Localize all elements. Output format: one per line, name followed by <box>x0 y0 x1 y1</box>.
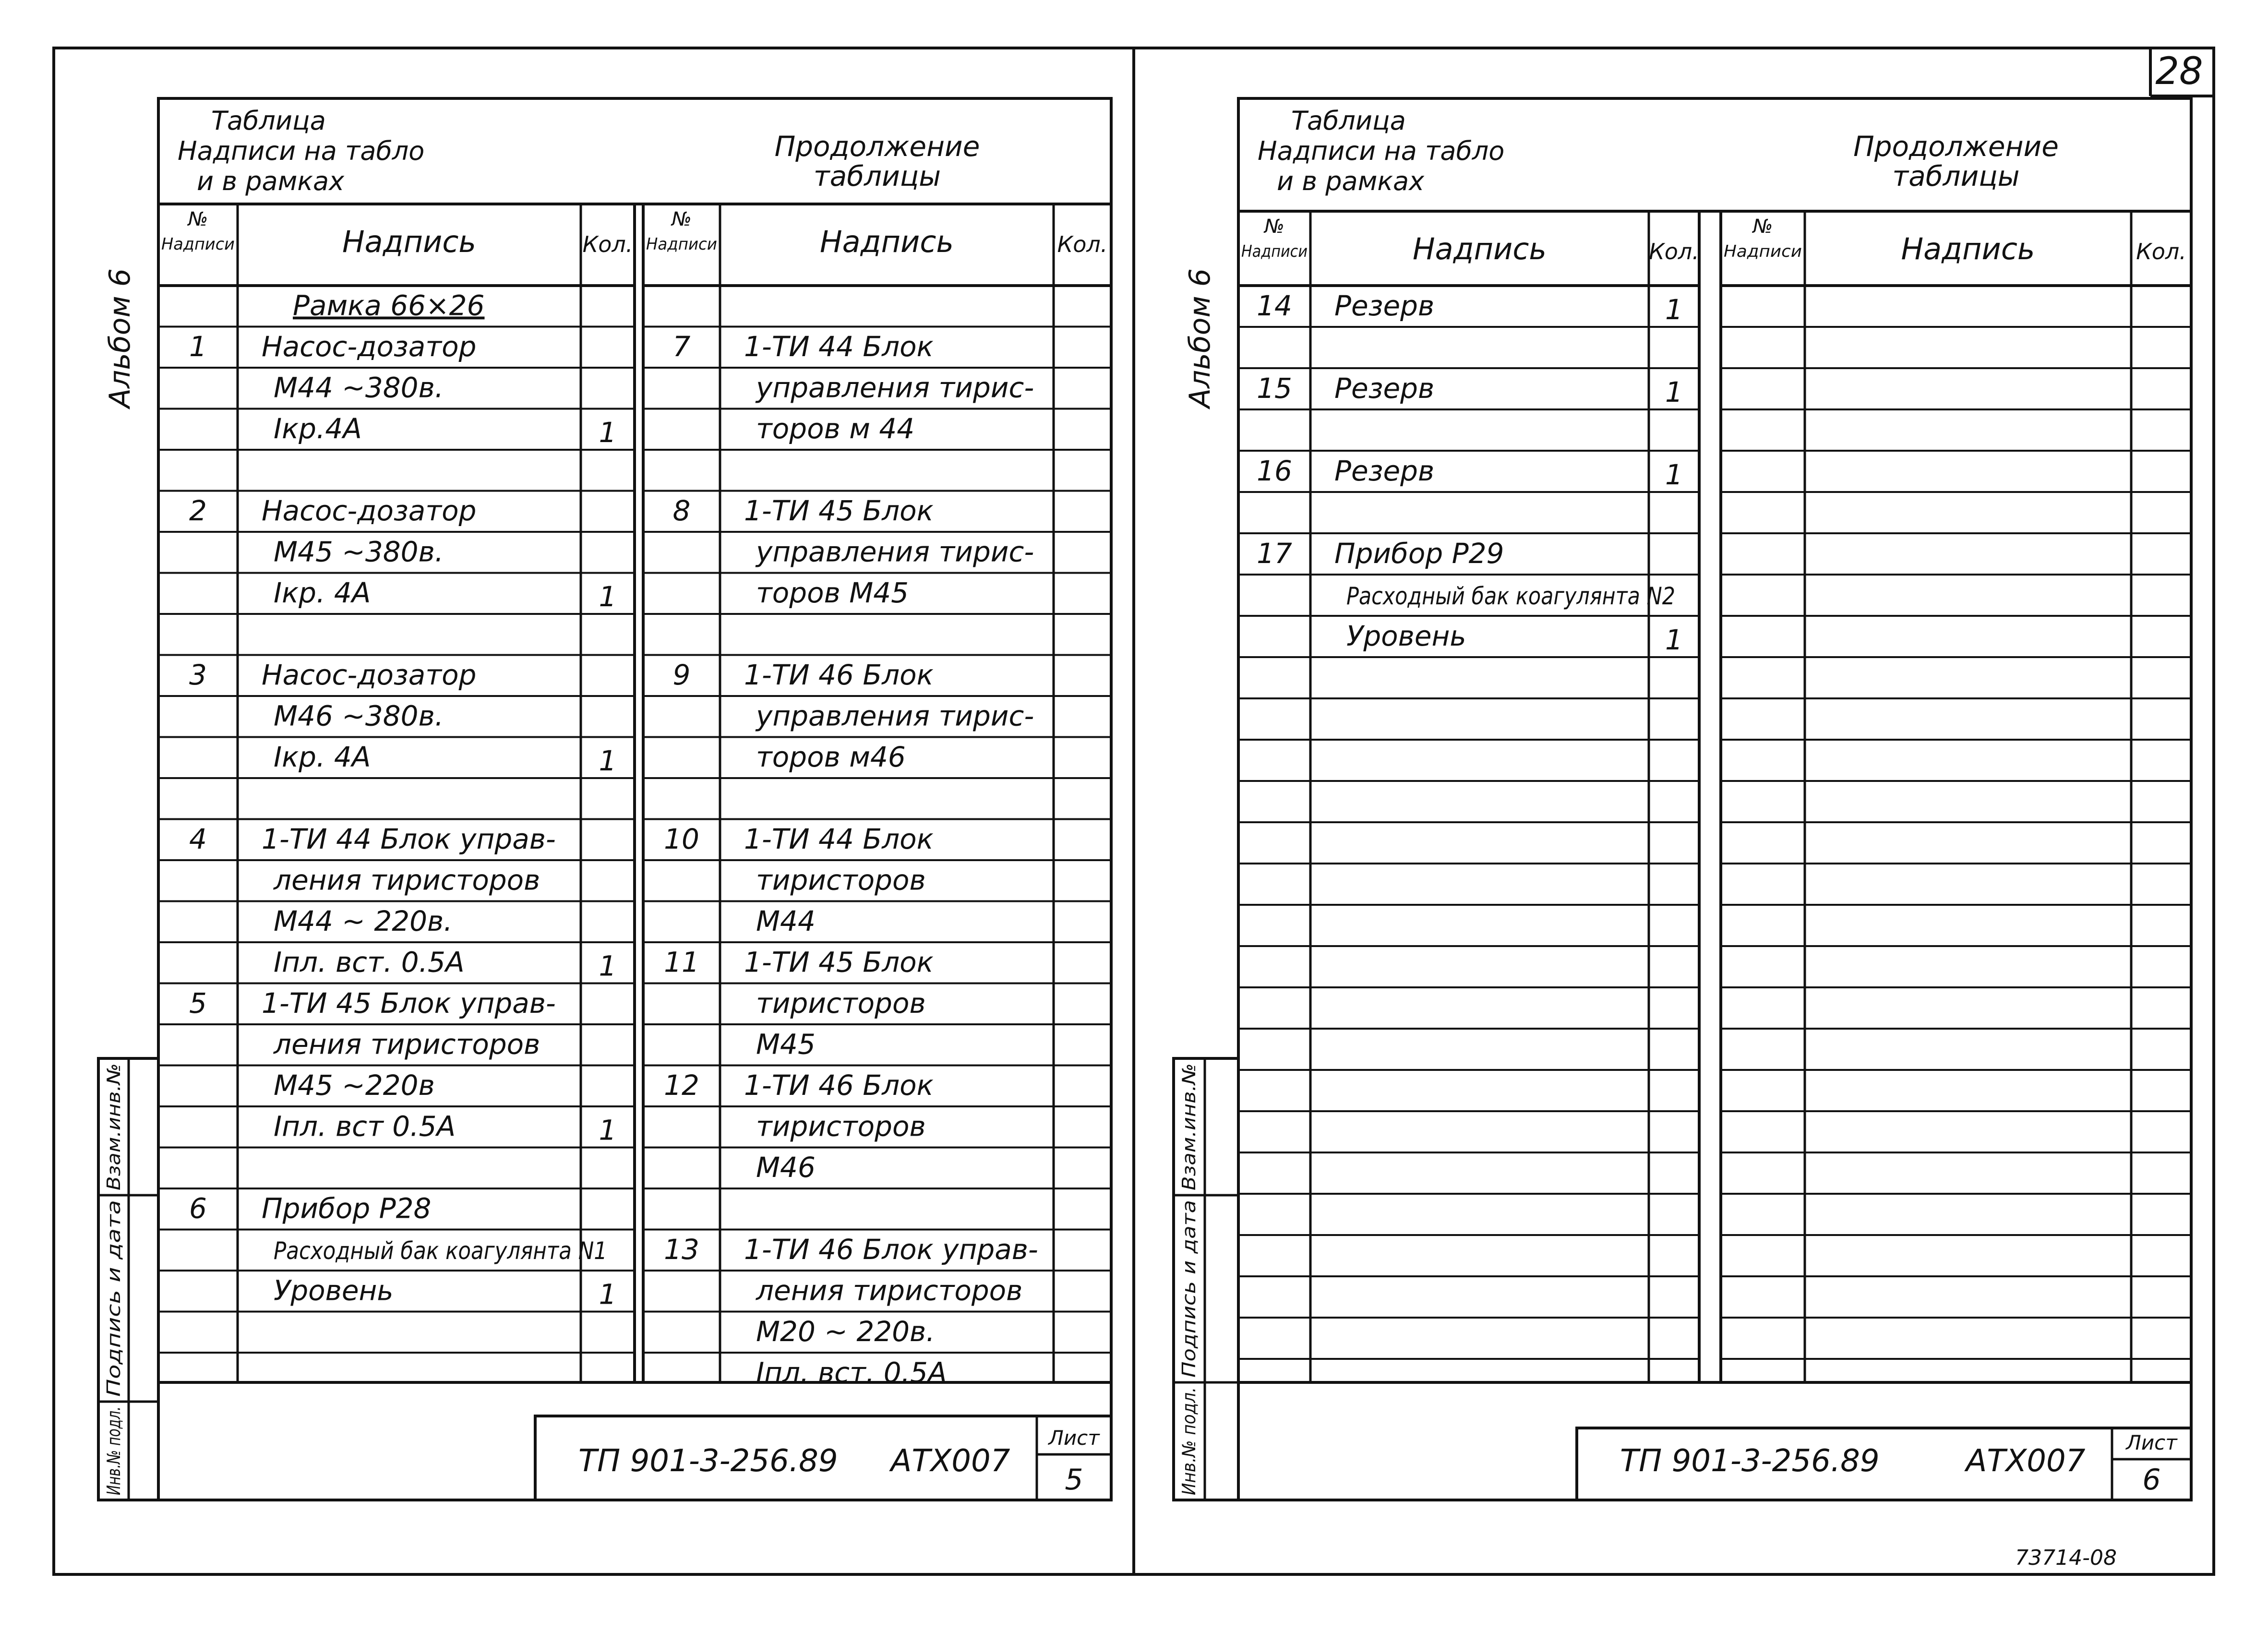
archive-note: 73714-08 <box>2015 1546 2117 1570</box>
row-inscription: Прибор Р28 <box>262 1192 432 1225</box>
row-inscription: М20 ~ 220в. <box>756 1315 935 1348</box>
row-inscription: Резерв <box>1334 454 1435 487</box>
row-number: 4 <box>189 823 207 856</box>
row-inscription: управления тирис- <box>756 371 1034 404</box>
row-number: 10 <box>664 823 699 856</box>
row-inscription: Резерв <box>1334 289 1435 322</box>
table-title-line: Таблица <box>1291 106 1406 136</box>
table-title-line: Надписи на табло <box>1258 136 1505 166</box>
row-quantity: 1 <box>1665 293 1683 326</box>
row-inscription: Iпл. вст. 0.5А <box>274 946 465 979</box>
row-inscription: Iпл. вст. 0.5А <box>756 1356 947 1389</box>
row-inscription: торов м 44 <box>756 412 915 445</box>
sheet-label: Лист <box>1048 1426 1100 1450</box>
row-number: 9 <box>672 659 691 692</box>
row-number: 1 <box>189 330 207 363</box>
table-title-line: и в рамках <box>197 166 345 196</box>
row-inscription: М44 <box>756 905 816 938</box>
continuation-title-line: Продолжение <box>774 130 980 163</box>
sheet-label: Лист <box>2126 1431 2177 1454</box>
row-number: 15 <box>1257 372 1292 405</box>
row-inscription: ления тиристоров <box>274 1028 540 1061</box>
row-inscription: 1-ТИ 44 Блок <box>744 823 934 856</box>
header-quantity: Кол. <box>2136 239 2186 264</box>
row-quantity: 1 <box>599 416 617 449</box>
row-quantity: 1 <box>599 744 617 778</box>
row-inscription: тиристоров <box>756 864 926 897</box>
header-number-label: Надписи <box>161 235 235 254</box>
row-inscription: торов м46 <box>756 741 906 774</box>
row-inscription: М45 ~220в <box>274 1069 435 1102</box>
row-number: 11 <box>664 946 699 979</box>
header-quantity: Кол. <box>1057 231 1108 257</box>
stamp-label: Инв.№ подл. <box>1178 1375 1200 1495</box>
row-inscription: Расходный бак коагулянта N2 <box>1346 582 1675 610</box>
header-number-label: Надписи <box>646 235 717 254</box>
row-inscription: управления тирис- <box>756 535 1034 568</box>
header-inscription: Надпись <box>820 224 954 259</box>
row-inscription: Iкр. 4А <box>274 576 371 610</box>
row-inscription: Насос-дозатор <box>262 494 477 528</box>
continuation-title-line: Продолжение <box>1853 130 2059 163</box>
row-inscription: Уровень <box>274 1274 394 1307</box>
side-album-label: Альбом 6 <box>103 268 137 408</box>
continuation-title-line: таблицы <box>813 160 941 192</box>
row-inscription: 1-ТИ 46 Блок управ- <box>744 1233 1038 1266</box>
row-number: 8 <box>672 494 691 528</box>
continuation-title-line: таблицы <box>1892 160 2020 192</box>
row-inscription: 1-ТИ 45 Блок <box>744 946 934 979</box>
row-inscription: Прибор Р29 <box>1334 537 1504 570</box>
header-number-symbol: № <box>1752 216 1773 238</box>
row-inscription: Уровень <box>1346 619 1466 652</box>
stamp-label: Взам.инв.№ <box>1178 1078 1200 1190</box>
row-number: 14 <box>1257 289 1292 322</box>
row-quantity: 1 <box>599 949 617 983</box>
row-inscription: М46 <box>756 1151 816 1184</box>
header-number-symbol: № <box>672 208 692 230</box>
row-inscription: М45 ~380в. <box>274 535 444 568</box>
row-inscription: М44 ~ 220в. <box>274 905 453 938</box>
sheet-number-label: 28 <box>2155 50 2203 93</box>
table-title-line: Таблица <box>211 106 326 136</box>
header-quantity: Кол. <box>582 231 633 257</box>
document-mark: АТХ007 <box>1966 1443 2086 1479</box>
row-number: 17 <box>1257 537 1292 570</box>
header-number-label: Надписи <box>1241 242 1308 261</box>
row-quantity: 1 <box>599 1114 617 1147</box>
row-inscription: М46 ~380в. <box>274 699 444 732</box>
row-inscription: Iкр.4А <box>274 412 362 445</box>
row-inscription: тиристоров <box>756 987 926 1020</box>
row-number: 13 <box>664 1233 699 1266</box>
row-inscription: 1-ТИ 44 Блок управ- <box>262 823 556 856</box>
row-number: 12 <box>664 1069 699 1102</box>
row-inscription: ления тиристоров <box>274 864 540 897</box>
header-quantity: Кол. <box>1649 239 1699 264</box>
frame-size-caption: Рамка 66×26 <box>293 289 485 322</box>
row-number: 16 <box>1257 454 1292 487</box>
stamp-label: Подпись и дата <box>103 1246 124 1397</box>
header-inscription: Надпись <box>1901 231 2035 266</box>
stamp-label: Подпись и дата <box>1178 1226 1200 1378</box>
row-inscription: Резерв <box>1334 372 1435 405</box>
header-number-symbol: № <box>188 208 208 230</box>
sheet-value: 6 <box>2142 1463 2161 1497</box>
row-quantity: 1 <box>1665 623 1683 656</box>
row-quantity: 1 <box>1665 375 1683 408</box>
row-quantity: 1 <box>599 1278 617 1311</box>
side-album-label: Альбом 6 <box>1183 268 1217 408</box>
table-title-line: Надписи на табло <box>178 136 425 166</box>
row-inscription: М44 ~380в. <box>274 371 444 404</box>
sheet-value: 5 <box>1065 1463 1083 1497</box>
row-inscription: Iпл. вст 0.5А <box>274 1110 456 1143</box>
row-inscription: Насос-дозатор <box>262 330 477 363</box>
document-code: ТП 901-3-256.89 <box>578 1443 838 1479</box>
header-inscription: Надпись <box>1413 231 1547 266</box>
row-number: 5 <box>189 987 207 1020</box>
stamp-label: Взам.инв.№ <box>103 1078 124 1190</box>
row-inscription: 1-ТИ 45 Блок <box>744 494 934 528</box>
row-inscription: тиристоров <box>756 1110 926 1143</box>
row-inscription: ления тиристоров <box>756 1274 1023 1307</box>
row-number: 2 <box>189 494 207 528</box>
row-inscription: 1-ТИ 44 Блок <box>744 330 934 363</box>
row-number: 3 <box>189 659 207 692</box>
table-title-line: и в рамках <box>1277 166 1425 196</box>
stamp-label: Инв.№ подл. <box>103 1375 124 1495</box>
header-inscription: Надпись <box>342 224 476 259</box>
row-quantity: 1 <box>599 580 617 613</box>
row-inscription: управления тирис- <box>756 699 1034 732</box>
header-number-label: Надписи <box>1724 242 1802 261</box>
row-number: 6 <box>189 1192 207 1225</box>
row-inscription: М45 <box>756 1028 816 1061</box>
row-inscription: Расходный бак коагулянта N1 <box>274 1237 607 1265</box>
row-number: 7 <box>672 330 691 363</box>
row-inscription: Iкр. 4А <box>274 741 371 774</box>
row-inscription: Насос-дозатор <box>262 659 477 692</box>
document-mark: АТХ007 <box>890 1443 1010 1479</box>
row-inscription: торов М45 <box>756 576 909 610</box>
row-inscription: 1-ТИ 46 Блок <box>744 1069 934 1102</box>
row-quantity: 1 <box>1665 458 1683 491</box>
row-inscription: 1-ТИ 46 Блок <box>744 659 934 692</box>
row-inscription: 1-ТИ 45 Блок управ- <box>262 987 556 1020</box>
document-code: ТП 901-3-256.89 <box>1620 1443 1880 1479</box>
header-number-symbol: № <box>1264 216 1284 238</box>
